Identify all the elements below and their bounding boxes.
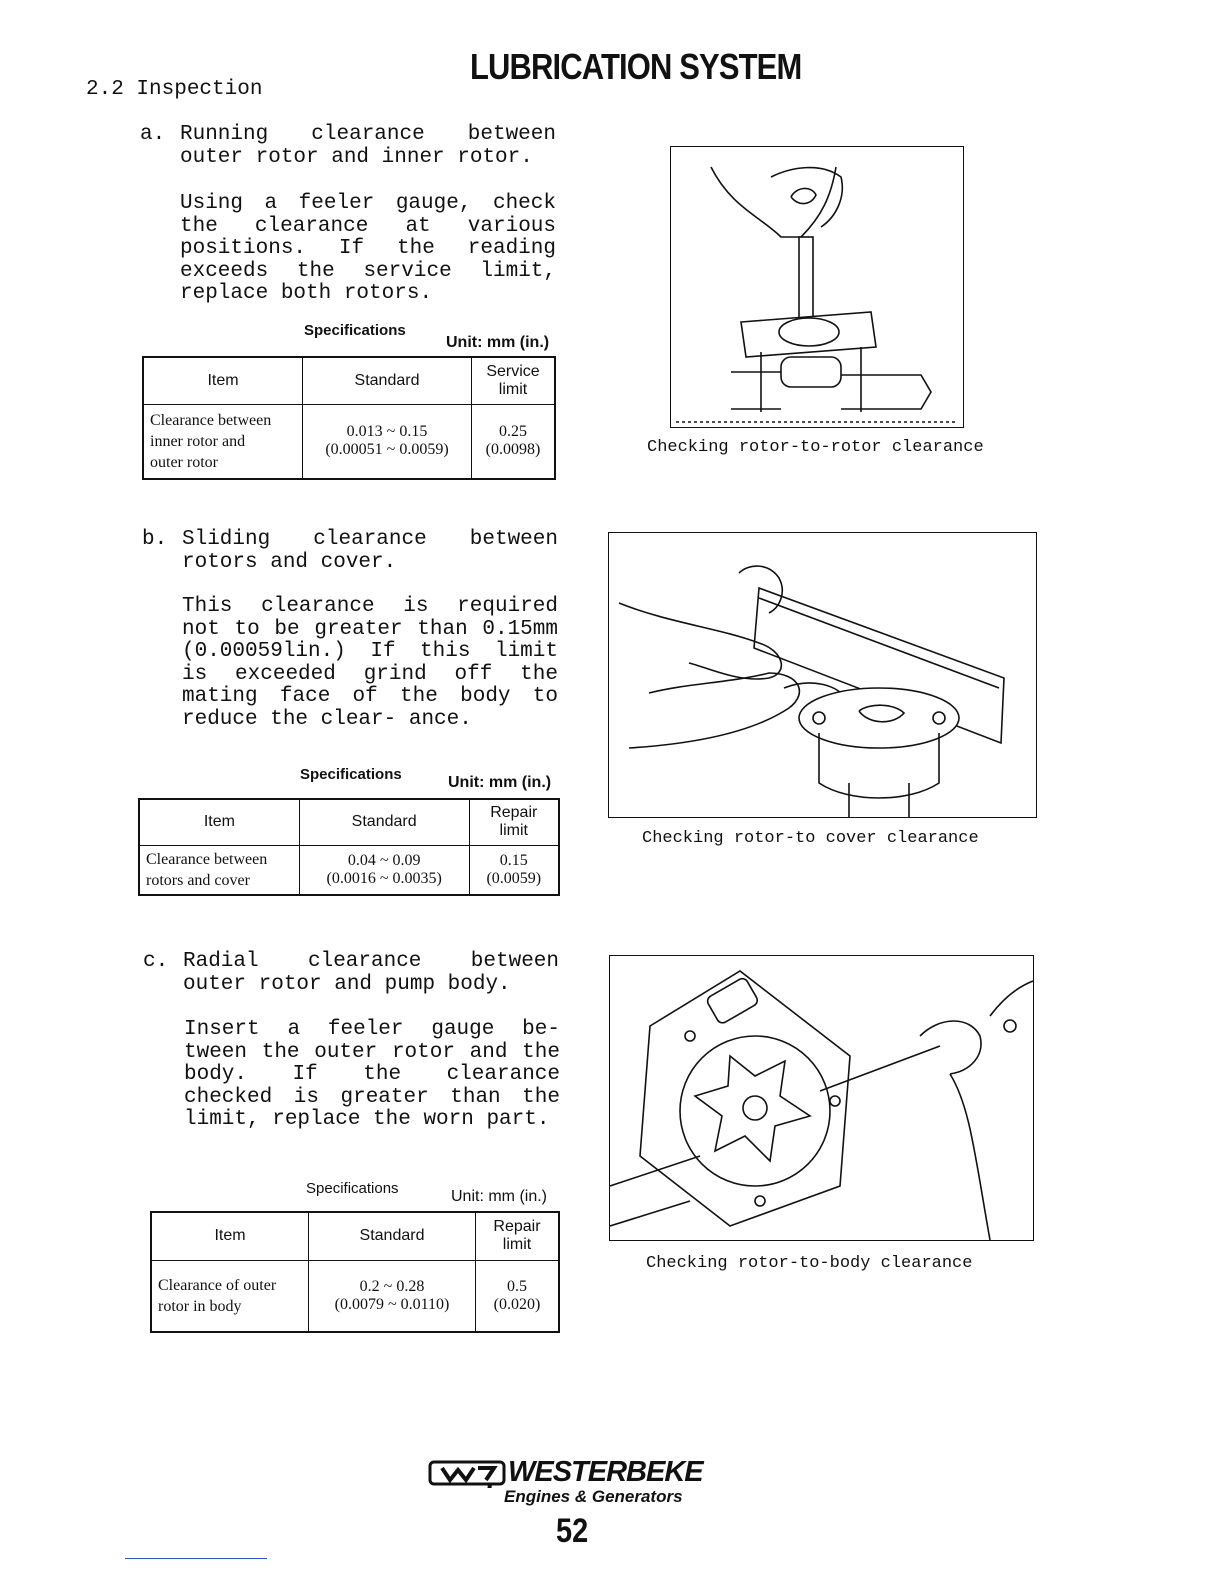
figure-rotor-to-cover xyxy=(608,532,1037,818)
brand-tagline: Engines & Generators xyxy=(504,1487,683,1506)
item-c-spec-label: Specifications xyxy=(306,1180,399,1197)
westerbeke-logo-icon xyxy=(428,1458,506,1488)
section-heading: 2.2 Inspection xyxy=(86,78,263,101)
page-header-title: LUBRICATION SYSTEM xyxy=(470,46,802,87)
item-b-figure-caption: Checking rotor-to cover clearance xyxy=(642,829,979,848)
table-cell-standard: 0.04 ~ 0.09 (0.0016 ~ 0.0035) xyxy=(299,845,469,895)
brand-logo xyxy=(428,1456,703,1512)
item-a-letter: a. xyxy=(140,123,166,146)
item-b-spec-label: Specifications xyxy=(300,766,402,783)
item-c-letter: c. xyxy=(143,950,169,973)
table-header-limit: Service limit xyxy=(472,357,556,404)
table-cell-item: Clearance of outer rotor in body xyxy=(151,1260,309,1332)
item-a-body: Using a feeler gauge, check the clearance at various positions. If the reading exceeds the service limit, replace both rotors. xyxy=(180,192,556,305)
table-header-standard: Standard xyxy=(309,1212,476,1260)
footer-rule xyxy=(125,1558,267,1559)
table-header-standard: Standard xyxy=(303,357,472,404)
item-b-letter: b. xyxy=(142,528,168,551)
item-a-spec-label: Specifications xyxy=(304,322,406,339)
table-header-item: Item xyxy=(143,357,303,404)
table-header-limit: Repair limit xyxy=(476,1212,560,1260)
item-b-spec-table xyxy=(138,798,560,896)
brand-name: WESTERBEKE xyxy=(508,1456,703,1488)
item-c-unit-label: Unit: mm (in.) xyxy=(451,1188,547,1205)
item-c-body: Insert a feeler gauge be- tween the outer rotor and the body. If the clearance checked is greater than the limit, replace the worn part. xyxy=(184,1018,560,1131)
table-cell-limit: 0.5 (0.020) xyxy=(476,1260,560,1332)
figure-rotor-to-body xyxy=(609,955,1034,1241)
figure-rotor-to-rotor xyxy=(670,146,964,428)
table-header-item: Item xyxy=(151,1212,309,1260)
table-cell-standard: 0.013 ~ 0.15 (0.00051 ~ 0.0059) xyxy=(303,404,472,479)
item-a-spec-table xyxy=(142,356,556,480)
item-c-title: Radial clearance between outer rotor and pump body. xyxy=(183,950,559,996)
table-cell-limit: 0.15 (0.0059) xyxy=(469,845,559,895)
item-c-figure-caption: Checking rotor-to-body clearance xyxy=(646,1254,973,1273)
table-header-item: Item xyxy=(139,799,299,845)
table-cell-item: Clearance between rotors and cover xyxy=(139,845,299,895)
page-number: 52 xyxy=(556,1512,589,1550)
table-header-limit: Repair limit xyxy=(469,799,559,845)
feeler-gauge-on-rotor-icon xyxy=(671,147,963,427)
table-cell-standard: 0.2 ~ 0.28 (0.0079 ~ 0.0110) xyxy=(309,1260,476,1332)
item-a-figure-caption: Checking rotor-to-rotor clearance xyxy=(647,438,984,457)
table-cell-item: Clearance between inner rotor and outer rotor xyxy=(143,404,303,479)
feeler-gauge-in-pump-body-icon xyxy=(610,956,1033,1240)
table-cell-limit: 0.25 (0.0098) xyxy=(472,404,556,479)
item-b-title: Sliding clearance between rotors and cover. xyxy=(182,528,558,574)
straightedge-on-pump-icon xyxy=(609,533,1036,817)
item-b-body: This clearance is required not to be greater than 0.15mm (0.00059lin.) If this limit is exceeded grind off the mating face of the body to reduce the clear- ance. xyxy=(182,595,558,731)
table-header-standard: Standard xyxy=(299,799,469,845)
item-a-unit-label: Unit: mm (in.) xyxy=(446,334,550,351)
item-b-unit-label: Unit: mm (in.) xyxy=(448,774,552,791)
item-a-title: Running clearance between outer rotor and inner rotor. xyxy=(180,123,556,169)
item-c-spec-table xyxy=(150,1211,560,1333)
